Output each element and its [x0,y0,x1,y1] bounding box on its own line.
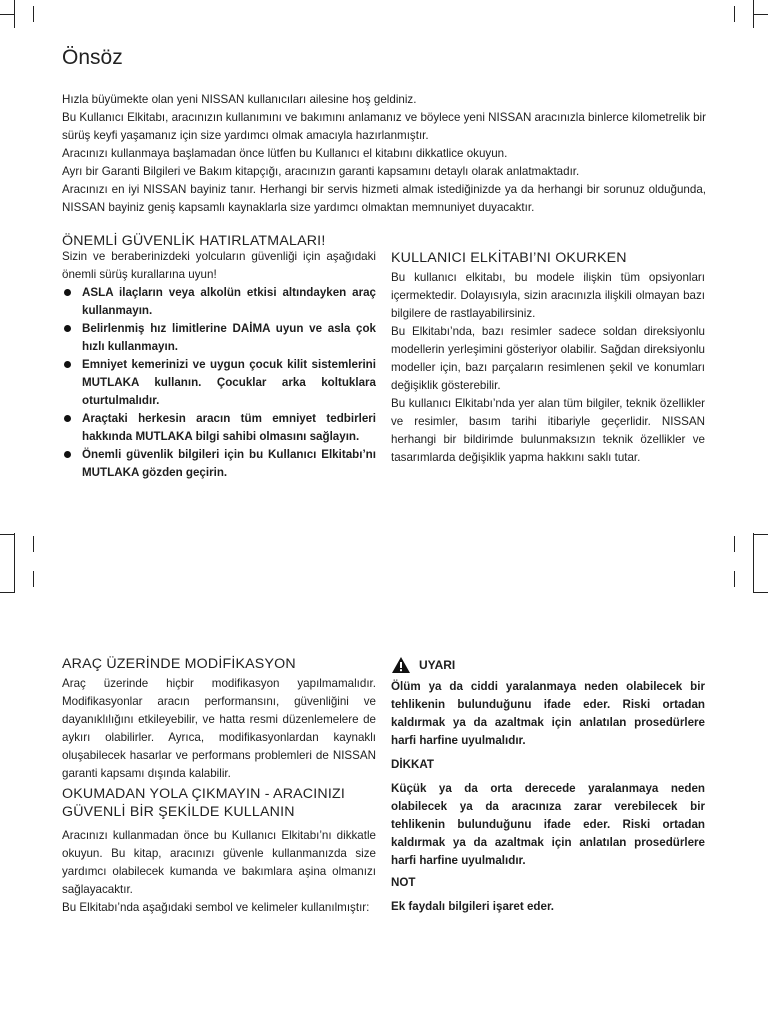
bullet-icon [64,289,71,296]
crop-mark [33,6,34,22]
before-driving-heading: OKUMADAN YOLA ÇIKMAYIN - ARACINIZI GÜVENLİ BİR ŞEKİLDE KULLANIN [62,786,345,820]
reading-heading: KULLANICI ELKİTABI’NI OKURKEN [391,250,627,266]
safety-item: Emniyet kemerinizi ve uygun çocuk kilit sistemlerini MUTLAKA kullanın. Çocuklar arka koltuklara oturtulmalıdır. [62,356,376,410]
safety-heading: ÖNEMLİ GÜVENLİK HATIRLATMALARI! [62,233,326,249]
page-title: Önsöz [62,46,123,69]
safety-item: Önemli güvenlik bilgileri için bu Kullanıcı Elkitabı’nı MUTLAKA gözden geçirin. [62,446,376,482]
safety-item: Belirlenmiş hız limitlerine DAİMA uyun ve asla çok hızlı kullanmayın. [62,320,376,356]
crop-mark [754,534,768,535]
intro-block [62,91,706,217]
safety-item: Araçtaki herkesin aracın tüm emniyet tedbirleri hakkında MUTLAKA bilgi sahibi olmasını sağlayın. [62,410,376,446]
warning-header [391,656,705,674]
safety-section [62,248,376,482]
intro-paragraph: Ayrı bir Garanti Bilgileri ve Bakım kitapçığı, aracınızın garanti kapsamını detaylı olarak anlatmaktadır. [62,165,580,178]
modification-text: Araç üzerinde hiçbir modifikasyon yapılmamalıdır. Modifikasyonlar aracın performansını, güvenliğini ve dayanıklılığını etkileyebilir, ve hatta resmi düzenlemelere de aykırı olabilirler. Ayrıca, modifikasyonlardan kaynaklı oluşabilecek hasarlar ve performans problemleri de NISSAN garanti kapsamı dışında kalabilir. [62,677,376,780]
reading-paragraph: Bu kullanıcı Elkitabı’nda yer alan tüm bilgiler, teknik özellikler ve resimler, basım tarihi itibariyle geçerlidir. NISSAN herhangi bir bildirimde bulunmaksızın teknik özellikler ve tasarımlarda değişiklik yapma hakkını saklı tutar. [391,397,705,464]
crop-mark [33,571,34,587]
warning-label: UYARI [419,658,456,672]
intro-paragraph: Bu Kullanıcı Elkitabı, aracınızın kullanımını ve bakımını anlamanız ve böylece yeni NISSAN aracınızla binlerce kilometrelik bir sürüş keyfi yaşamanız için size yardımcı olmak amacıyla hazırlanmıştır. [62,111,706,142]
before-driving-section [62,827,376,917]
bullet-icon [64,325,71,332]
crop-mark [33,536,34,552]
warning-text: Ölüm ya da ciddi yaralanmaya neden olabilecek bir tehlikenin bulunduğunu ifade eder. Riski ortadan kaldırmak ya da azaltmak için anlatılan prosedürlere harfi harfine uyulmalıdır. [391,680,705,747]
crop-mark [734,6,735,22]
reading-paragraph: Bu kullanıcı elkitabı, bu modele ilişkin tüm opsiyonları içermektedir. Dolayısıyla, sizin aracınızla ilişkili olmayan bazı bilgilere de rastlayabilirsiniz. [391,271,705,320]
before-driving-paragraph: Aracınızı kullanmadan önce bu Kullanıcı Elkitabı’nı dikkatle okuyun. Bu kitap, aracınızı güvenle kullanmanızda size yardımcı olabilecek kumanda ve bakımlara aşina olmanızı sağlayacaktır. [62,829,376,896]
crop-mark [14,0,15,28]
crop-mark [753,533,754,593]
intro-paragraph: Aracınızı kullanmaya başlamadan önce lütfen bu Kullanıcı el kitabını dikkatlice okuyun. [62,147,508,160]
crop-mark [14,533,15,593]
crop-mark [734,571,735,587]
warning-triangle-icon [391,656,411,674]
crop-mark [0,14,14,15]
crop-mark [0,534,14,535]
before-driving-paragraph: Bu Elkitabı’nda aşağıdaki sembol ve kelimeler kullanılmıştır: [62,901,370,914]
crop-mark [754,14,768,15]
intro-paragraph: Hızla büyümekte olan yeni NISSAN kullanıcıları ailesine hoş geldiniz. [62,93,417,106]
safety-item: ASLA ilaçların veya alkolün etkisi altındayken araç kullanmayın. [62,284,376,320]
crop-mark [0,592,14,593]
crop-mark [734,536,735,552]
bullet-icon [64,415,71,422]
bullet-icon [64,451,71,458]
modification-heading: ARAÇ ÜZERİNDE MODİFİKASYON [62,656,296,672]
warning-box [391,656,705,916]
caution-text: Küçük ya da orta derecede yaralanmaya neden olabilecek ya da aracınıza zarar verebilecek bir tehlikenin bulunduğunu ifade eder. Riski ortadan kaldırmak ya da azaltmak için anlatılan prosedürlere harfi harfine uyulmalıdır. [391,782,705,867]
note-label: NOT [391,876,416,889]
caution-label: DİKKAT [391,758,434,771]
reading-paragraph: Bu Elkitabı’nda, bazı resimler sadece soldan direksiyonlu modellerin yerleşimini gösteriyor olabilir. Sağdan direksiyonlu modeller için, bazı parçaların resimlenen şekil ve konumları değişiklik gösterebilir. [391,325,705,392]
reading-section [391,269,705,467]
modification-section [62,675,376,783]
crop-mark [754,592,768,593]
note-text: Ek faydalı bilgileri işaret eder. [391,900,555,913]
safety-intro: Sizin ve beraberinizdeki yolcuların güvenliği için aşağıdaki önemli sürüş kurallarına uyun! [62,250,376,281]
intro-paragraph: Aracınızı en iyi NISSAN bayiniz tanır. Herhangi bir servis hizmeti almak istediğinizde ya da herhangi bir sorunuz olduğunda, NISSAN bayiniz geniş kapsamlı kaynaklarla size yardımcı olmaktan memnuniyet duyacaktır. [62,183,706,214]
bullet-icon [64,361,71,368]
